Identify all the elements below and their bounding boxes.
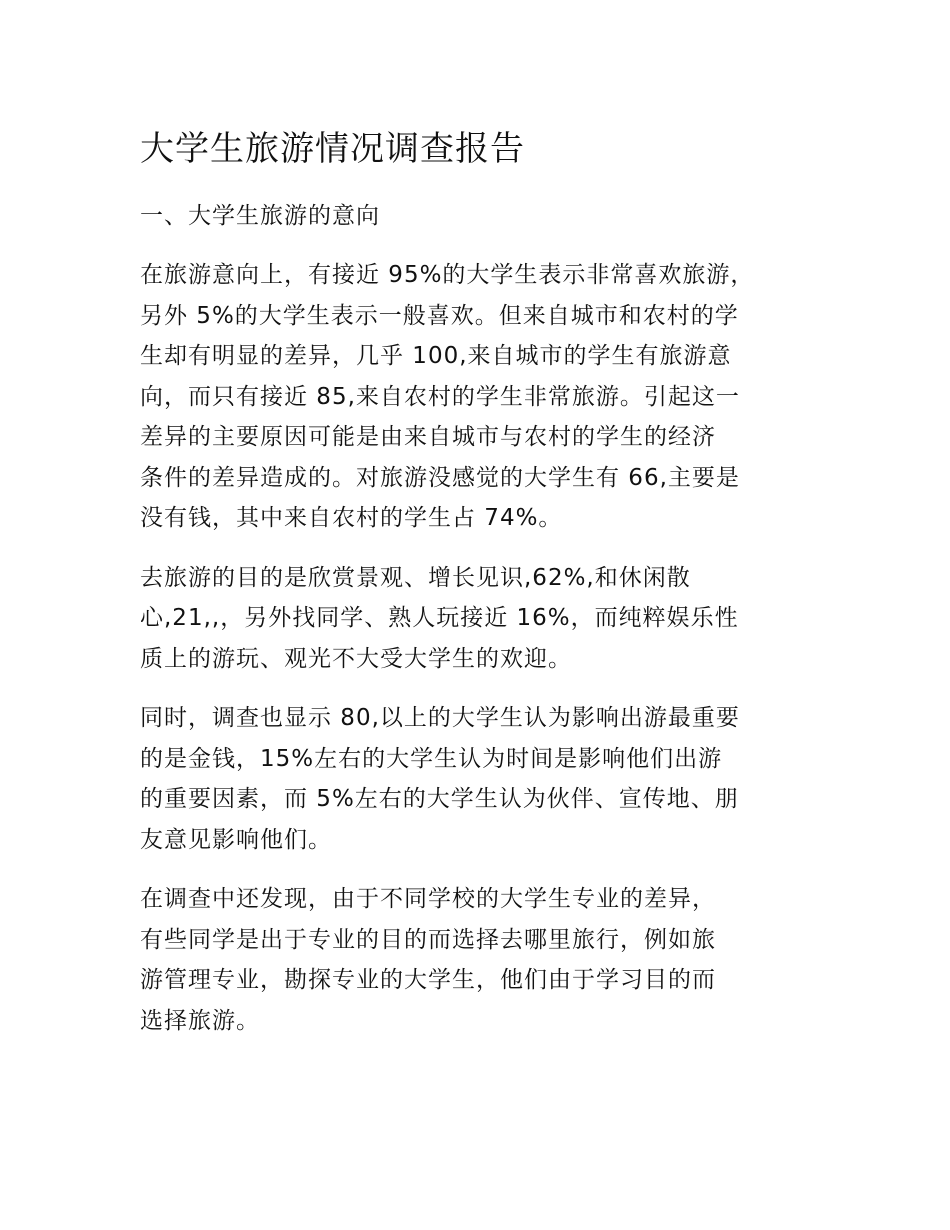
- paragraph-line: 生却有明显的差异，几乎 100,来自城市的学生有旅游意: [140, 343, 732, 369]
- document-page: [140, 125, 812, 1060]
- paragraph-line: 条件的差异造成的。对旅游没感觉的大学生有 66,主要是: [140, 464, 740, 491]
- paragraph-4: [140, 879, 812, 1041]
- paragraph-line: 同时，调查也显示 80,以上的大学生认为影响出游最重要: [140, 705, 740, 731]
- paragraph-line: 没有钱，其中来自农村的学生占 74%。: [140, 505, 563, 531]
- paragraph-line: 心,21,,，另外找同学、熟人玩接近 16%，而纯粹娱乐性: [140, 605, 739, 631]
- paragraph-line: 的是金钱，15%左右的大学生认为时间是影响他们出游: [140, 745, 723, 772]
- paragraph-line: 去旅游的目的是欣赏景观、增长见识,62%,和休闲散: [140, 564, 691, 591]
- paragraph-line: 差异的主要原因可能是由来自城市与农村的学生的经济: [140, 424, 716, 450]
- paragraph-2: [140, 558, 812, 680]
- paragraph-1: [140, 255, 812, 539]
- paragraph-3: [140, 698, 812, 860]
- document-title: 大学生旅游情况调查报告: [140, 129, 525, 169]
- paragraph-line: 游管理专业，勘探专业的大学生，他们由于学习目的而: [140, 967, 716, 993]
- section-heading: 一、大学生旅游的意向: [140, 203, 380, 229]
- paragraph-line: 另外 5%的大学生表示一般喜欢。但来自城市和农村的学: [140, 302, 739, 329]
- paragraph-line: 向，而只有接近 85,来自农村的学生非常旅游。引起这一: [140, 383, 740, 410]
- paragraph-line: 有些同学是出于专业的目的而选择去哪里旅行，例如旅: [140, 926, 716, 953]
- paragraph-line: 质上的游玩、观光不大受大学生的欢迎。: [140, 645, 572, 672]
- paragraph-line: 的重要因素，而 5%左右的大学生认为伙伴、宣传地、朋: [140, 786, 739, 812]
- paragraph-line: 在调查中还发现，由于不同学校的大学生专业的差异，: [140, 886, 716, 912]
- paragraph-line: 在旅游意向上，有接近 95%的大学生表示非常喜欢旅游，: [140, 262, 755, 288]
- paragraph-line: 友意见影响他们。: [140, 826, 332, 853]
- paragraph-line: 选择旅游。: [140, 1007, 260, 1034]
